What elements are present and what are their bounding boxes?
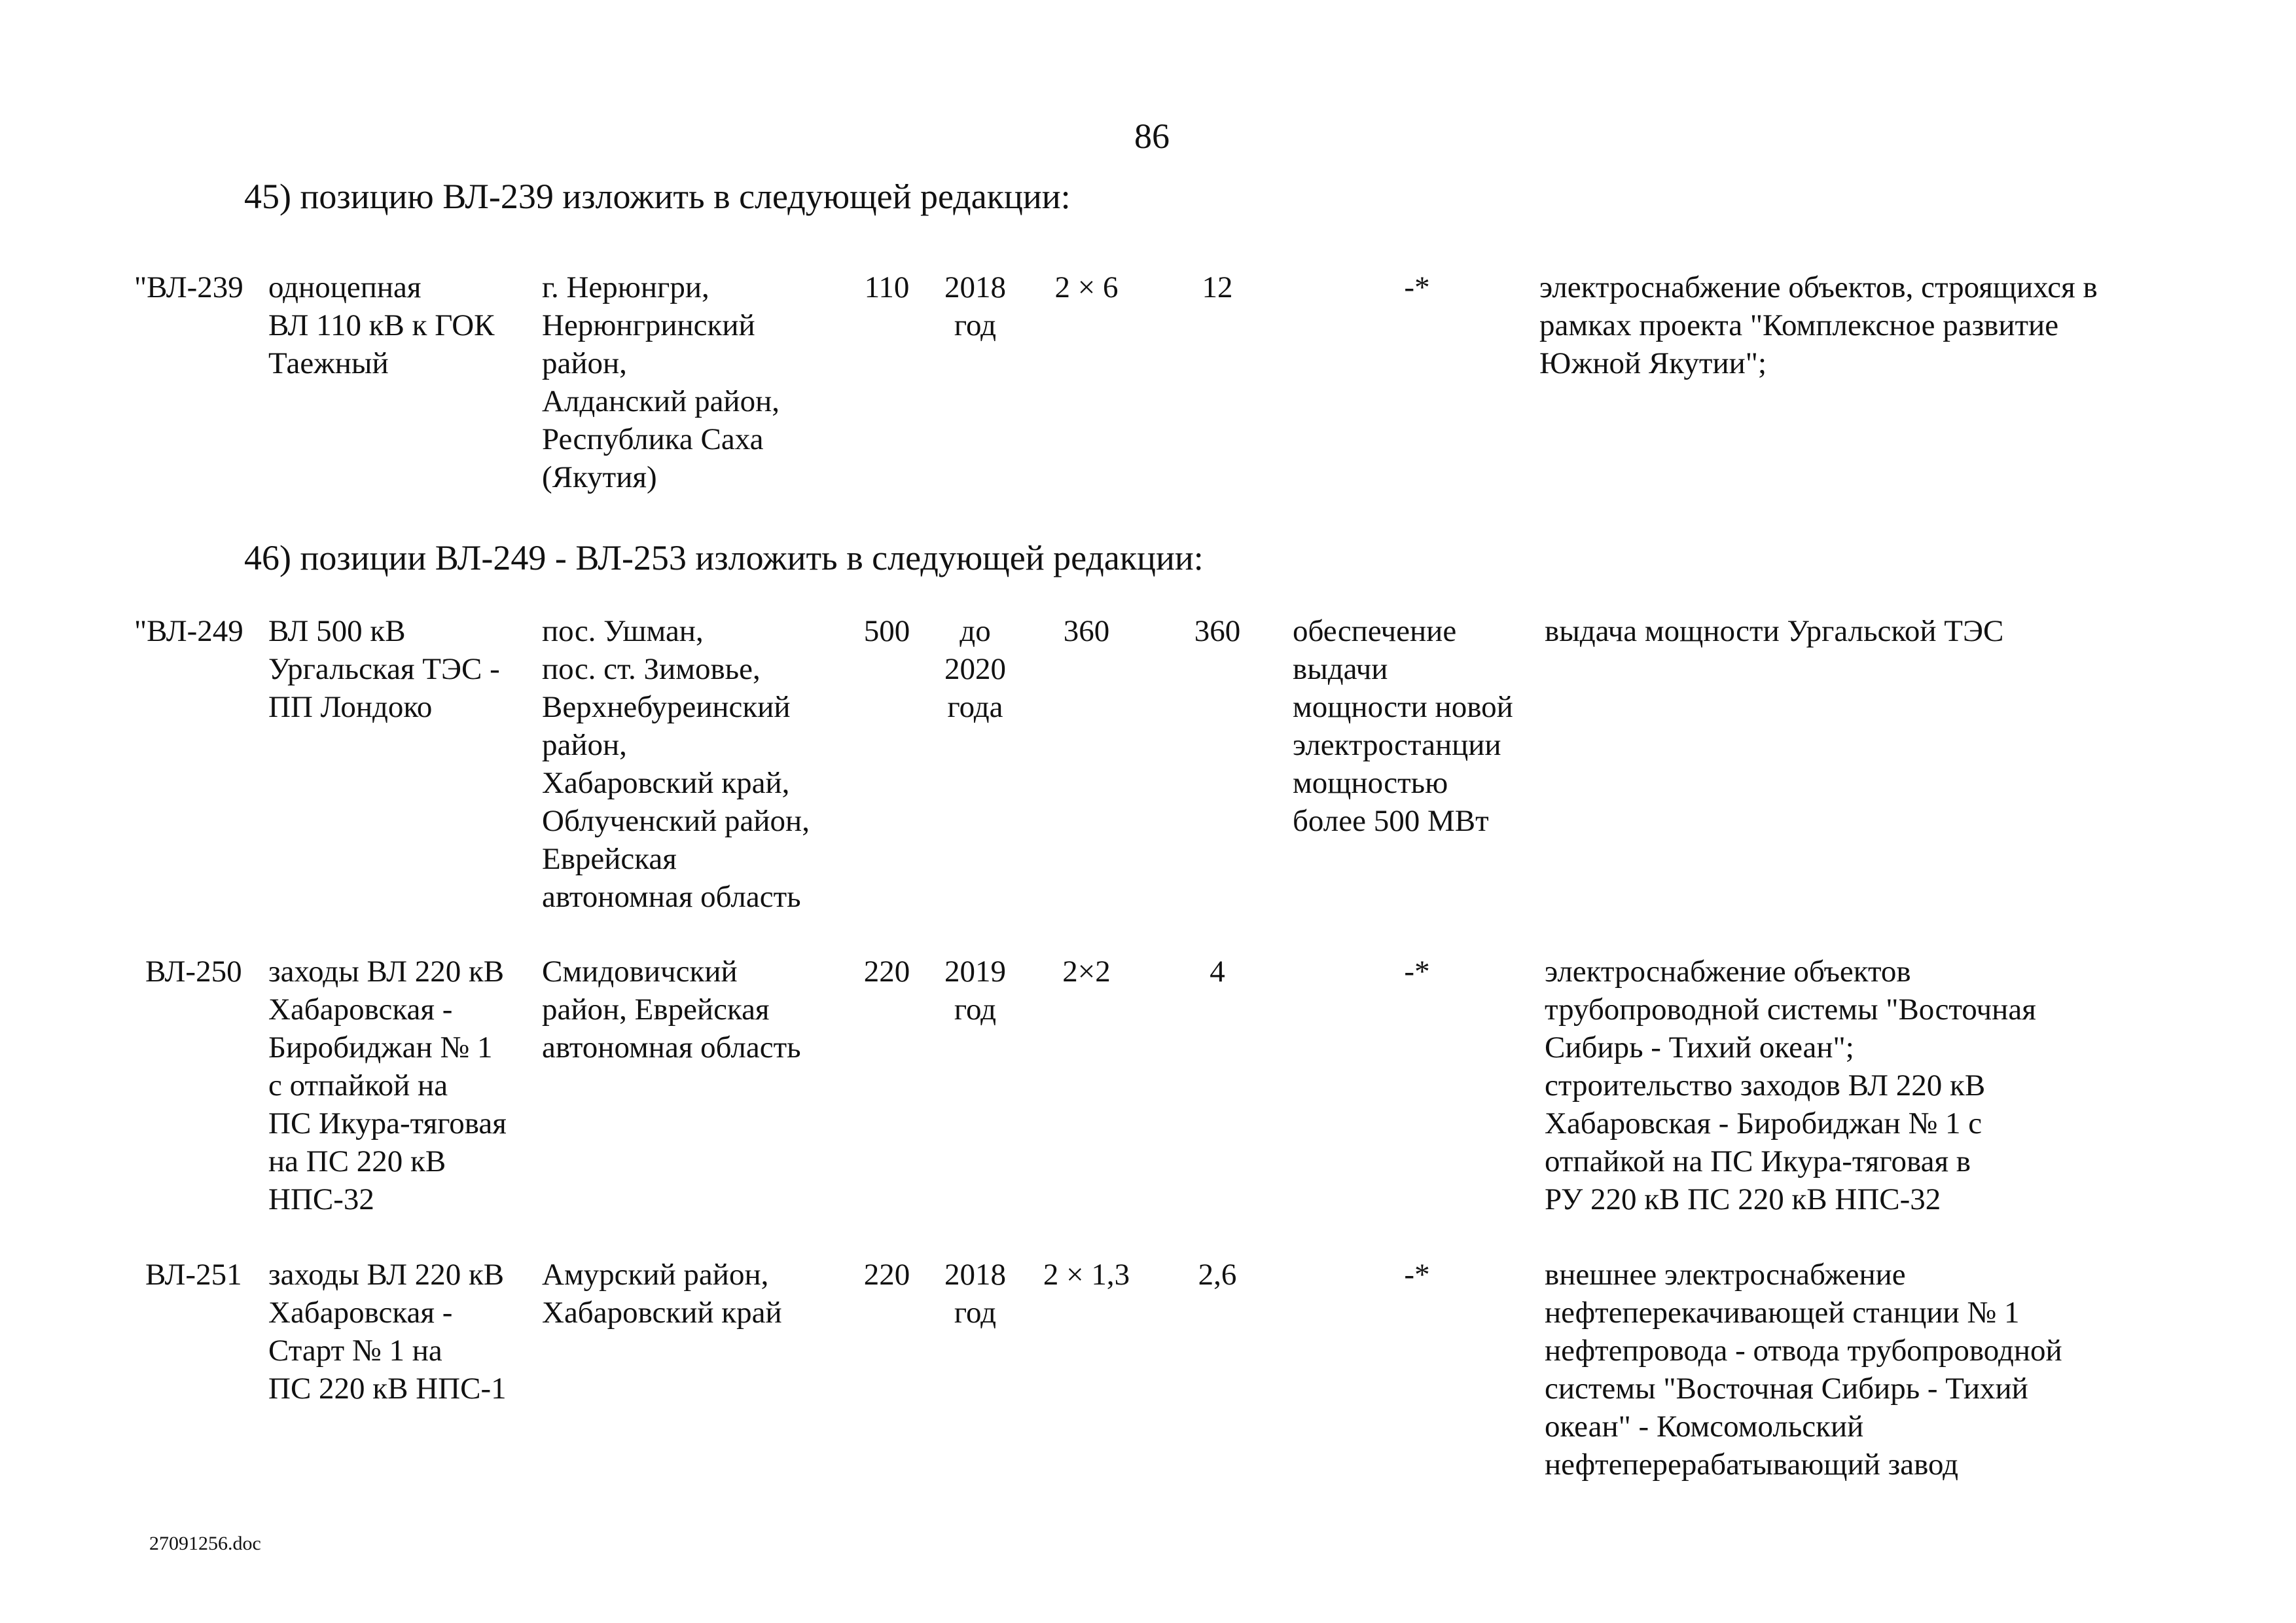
row-location: Смидовичский район, Еврейская автономная область — [542, 955, 801, 1065]
row-note: внешнее электроснабжение нефтеперекачивающей станции № 1 нефтепровода - отвода трубопроводной системы "Восточная Сибирь - Тихий океан" - Комсомольский нефтеперерабатывающий завод — [1545, 1258, 2062, 1482]
row-note: выдача мощности Ургальской ТЭС — [1545, 614, 2004, 648]
row-code: "ВЛ-249 — [134, 614, 243, 648]
row-purpose: -* — [1404, 1258, 1430, 1292]
row-voltage: 220 — [863, 955, 910, 989]
row-length: 360 — [1063, 614, 1110, 648]
row-code: "ВЛ-239 — [134, 270, 243, 304]
row-voltage: 220 — [863, 1258, 910, 1292]
row-name: одноцепная ВЛ 110 кВ к ГОК Таежный — [268, 270, 495, 380]
row-year: до 2020 года — [944, 614, 1006, 724]
row-purpose: -* — [1404, 270, 1430, 304]
row-year: 2018 год — [944, 270, 1006, 342]
page-number: 86 — [1134, 117, 1170, 156]
document-filename: 27091256.doc — [149, 1533, 261, 1554]
row-length: 2 × 6 — [1054, 270, 1119, 304]
row-purpose: обеспечение выдачи мощности новой электростанции мощностью более 500 МВт — [1293, 614, 1513, 838]
row-length: 2 × 1,3 — [1043, 1258, 1130, 1292]
row-voltage: 110 — [864, 270, 910, 304]
row-location: г. Нерюнгри, Нерюнгринский район, Алданский район, Республика Саха (Якутия) — [542, 270, 780, 494]
row-note: электроснабжение объектов трубопроводной системы "Восточная Сибирь - Тихий океан"; строительство заходов ВЛ 220 кВ Хабаровская - Биробиджан № 1 с отпайкой на ПС Икура-тяговая в РУ 220 кВ ПС 220 кВ НПС-32 — [1545, 955, 2036, 1216]
row-year: 2019 год — [944, 955, 1006, 1027]
row-total: 12 — [1202, 270, 1233, 304]
row-total: 4 — [1210, 955, 1225, 989]
row-length: 2×2 — [1062, 955, 1111, 989]
row-name: заходы ВЛ 220 кВ Хабаровская - Биробиджан № 1 с отпайкой на ПС Икура-тяговая на ПС 220 кВ НПС-32 — [268, 955, 507, 1216]
row-location: пос. Ушман, пос. ст. Зимовье, Верхнебуреинский район, Хабаровский край, Облученский район, Еврейская автономная область — [542, 614, 810, 914]
row-total: 2,6 — [1198, 1258, 1237, 1292]
row-location: Амурский район, Хабаровский край — [542, 1258, 782, 1330]
row-voltage: 500 — [863, 614, 910, 648]
row-code: ВЛ-251 — [145, 1258, 242, 1292]
row-total: 360 — [1194, 614, 1241, 648]
section-heading-45: 45) позицию ВЛ-239 изложить в следующей редакции: — [244, 177, 1071, 216]
row-note: электроснабжение объектов, строящихся в рамках проекта "Комплексное развитие Южной Якутии"; — [1539, 270, 2098, 380]
row-code: ВЛ-250 — [145, 955, 242, 989]
row-purpose: -* — [1404, 955, 1430, 989]
row-year: 2018 год — [944, 1258, 1006, 1330]
section-heading-46: 46) позиции ВЛ-249 - ВЛ-253 изложить в следующей редакции: — [244, 538, 1204, 577]
row-name: заходы ВЛ 220 кВ Хабаровская - Старт № 1 на ПС 220 кВ НПС-1 — [268, 1258, 507, 1406]
row-name: ВЛ 500 кВ Ургальская ТЭС - ПП Лондоко — [268, 614, 500, 724]
